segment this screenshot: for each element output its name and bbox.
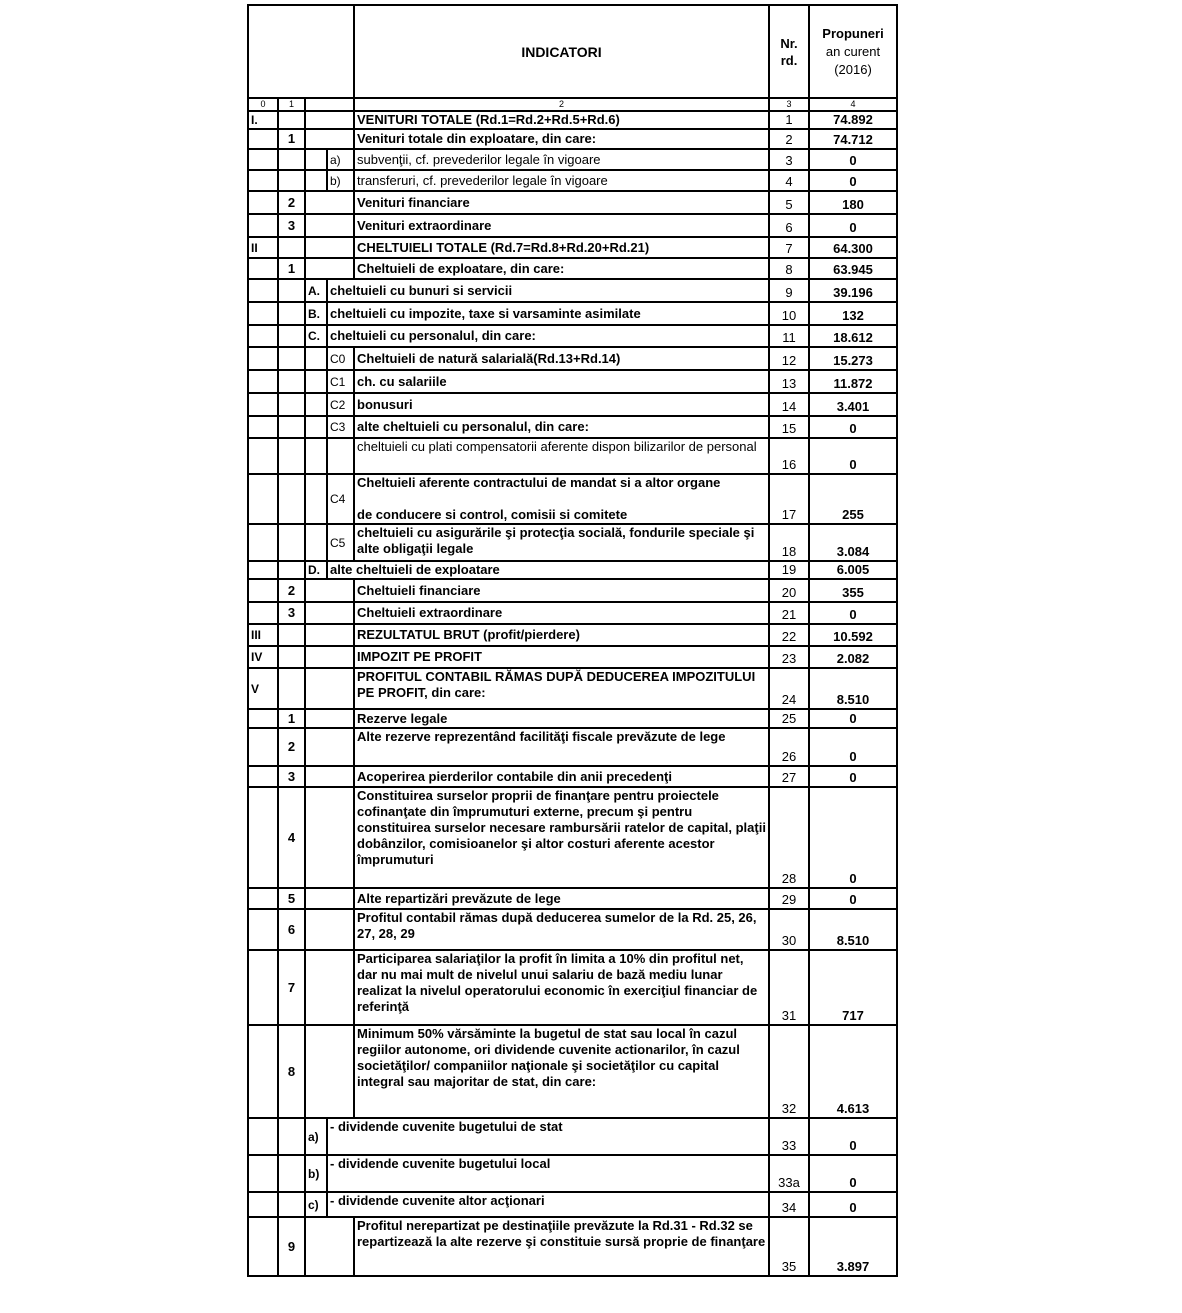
row-number: 21 [769, 602, 809, 624]
sub-code-cell: C5 [327, 524, 354, 561]
col-index-1: 1 [278, 98, 305, 111]
sub-letter-cell: D. [305, 561, 327, 579]
table-row [248, 1155, 897, 1192]
row-number: 22 [769, 624, 809, 646]
proposal-value: 0 [809, 1155, 897, 1192]
section-cell [248, 1217, 278, 1276]
row-number: 35 [769, 1217, 809, 1276]
proposal-value: 63.945 [809, 258, 897, 279]
section-cell [248, 129, 278, 149]
item-number-cell [278, 325, 305, 347]
table-row [248, 237, 897, 258]
table-row [248, 602, 897, 624]
table-row [248, 766, 897, 787]
header-proposals-line3: (2016) [834, 61, 872, 77]
header-row-number: Nr. rd. [769, 5, 809, 98]
item-number-cell [278, 302, 305, 325]
row-number: 17 [769, 474, 809, 524]
item-number-cell: 2 [278, 191, 305, 214]
sub-index-cell [305, 787, 354, 888]
col-index-2: 2 [354, 98, 769, 111]
item-number-cell [278, 111, 305, 129]
proposal-value: 4.613 [809, 1025, 897, 1118]
section-cell [248, 1118, 278, 1155]
proposal-value: 0 [809, 149, 897, 170]
sub-index-cell [305, 474, 327, 524]
proposal-value: 6.005 [809, 561, 897, 579]
sub-index-cell [305, 524, 327, 561]
sub-index-cell [305, 111, 354, 129]
sub-code-cell: b) [327, 170, 354, 191]
table-row [248, 474, 897, 524]
sub-index-cell [305, 1217, 354, 1276]
indicator-label: VENITURI TOTALE (Rd.1=Rd.2+Rd.5+Rd.6) [354, 111, 769, 129]
indicator-label: Minimum 50% vărsăminte la bugetul de stat sau local în cazul regiilor autonome, ori dividende cuvenite actionarilor, în cazul societăţilor/ companiilor naţionale şi societăţilor cu capital integral sau majoritar de stat, din care: [354, 1025, 769, 1118]
column-index-row [248, 98, 897, 111]
section-cell [248, 416, 278, 438]
table-row [248, 416, 897, 438]
table-row [248, 170, 897, 191]
sub-index-cell [305, 237, 354, 258]
table-row [248, 728, 897, 766]
row-number: 34 [769, 1192, 809, 1217]
sub-code-cell: C1 [327, 370, 354, 393]
row-number: 7 [769, 237, 809, 258]
proposal-value: 15.273 [809, 347, 897, 370]
indicator-label: Venituri financiare [354, 191, 769, 214]
row-number: 12 [769, 347, 809, 370]
section-cell [248, 561, 278, 579]
table-row [248, 325, 897, 347]
section-cell [248, 1025, 278, 1118]
row-number: 9 [769, 279, 809, 302]
proposal-value: 0 [809, 170, 897, 191]
row-number: 5 [769, 191, 809, 214]
sub-letter-cell: B. [305, 302, 327, 325]
indicator-label: REZULTATUL BRUT (profit/pierdere) [354, 624, 769, 646]
section-cell [248, 909, 278, 950]
sub-index-cell [305, 416, 327, 438]
section-cell: II [248, 237, 278, 258]
sub-index-cell [305, 888, 354, 909]
section-cell [248, 191, 278, 214]
row-number: 6 [769, 214, 809, 237]
indicator-label: bonusuri [354, 393, 769, 416]
sub-index-cell [305, 129, 354, 149]
sub-index-cell [305, 950, 354, 1025]
indicator-label: Cheltuieli de natură salarială(Rd.13+Rd.14) [354, 347, 769, 370]
proposal-value: 0 [809, 787, 897, 888]
table-row [248, 524, 897, 561]
sub-code-cell: C0 [327, 347, 354, 370]
item-number-cell: 3 [278, 766, 305, 787]
proposal-value: 255 [809, 474, 897, 524]
proposal-value: 74.712 [809, 129, 897, 149]
item-number-cell [278, 416, 305, 438]
item-number-cell [278, 237, 305, 258]
proposal-value: 0 [809, 709, 897, 728]
section-cell [248, 950, 278, 1025]
section-cell [248, 370, 278, 393]
section-cell [248, 302, 278, 325]
item-number-cell: 2 [278, 728, 305, 766]
section-cell: III [248, 624, 278, 646]
table-row [248, 302, 897, 325]
row-number: 26 [769, 728, 809, 766]
indicator-label: Alte repartizări prevăzute de lege [354, 888, 769, 909]
indicator-label: cheltuieli cu bunuri si servicii [327, 279, 769, 302]
header-row [248, 5, 897, 98]
item-number-cell: 1 [278, 258, 305, 279]
sub-index-cell [305, 149, 327, 170]
proposal-value: 8.510 [809, 668, 897, 709]
table-body [248, 111, 897, 1276]
item-number-cell [278, 524, 305, 561]
item-number-cell [278, 279, 305, 302]
sub-code-cell: C2 [327, 393, 354, 416]
row-number: 27 [769, 766, 809, 787]
table-row [248, 909, 897, 950]
indicator-label: Venituri totale din exploatare, din care: [354, 129, 769, 149]
sub-code-cell: C4 [327, 474, 354, 524]
header-proposals-line2: an curent [825, 43, 881, 59]
row-number: 3 [769, 149, 809, 170]
proposal-value: 18.612 [809, 325, 897, 347]
item-number-cell [278, 668, 305, 709]
section-cell: V [248, 668, 278, 709]
section-cell [248, 279, 278, 302]
proposal-value: 132 [809, 302, 897, 325]
sub-index-cell [305, 347, 327, 370]
item-number-cell [278, 624, 305, 646]
sub-index-cell [305, 646, 354, 668]
sub-code-cell [327, 438, 354, 474]
col-index-3: 3 [769, 98, 809, 111]
section-cell [248, 258, 278, 279]
item-number-cell: 4 [278, 787, 305, 888]
proposal-value: 10.592 [809, 624, 897, 646]
indicator-label: IMPOZIT PE PROFIT [354, 646, 769, 668]
sub-letter-cell: C. [305, 325, 327, 347]
proposal-value: 0 [809, 416, 897, 438]
indicator-label: alte cheltuieli cu personalul, din care: [354, 416, 769, 438]
sub-code-cell: C3 [327, 416, 354, 438]
proposal-value: 74.892 [809, 111, 897, 129]
table-row [248, 279, 897, 302]
table-row [248, 214, 897, 237]
row-number: 28 [769, 787, 809, 888]
indicator-label: ch. cu salariile [354, 370, 769, 393]
sub-letter-cell: b) [305, 1155, 327, 1192]
sub-letter-cell: c) [305, 1192, 327, 1217]
item-number-cell [278, 1155, 305, 1192]
sub-index-cell [305, 191, 354, 214]
row-number: 25 [769, 709, 809, 728]
item-number-cell [278, 149, 305, 170]
proposal-value: 0 [809, 766, 897, 787]
proposal-value: 39.196 [809, 279, 897, 302]
proposal-value: 0 [809, 1192, 897, 1217]
indicator-label: cheltuieli cu impozite, taxe si varsaminte asimilate [327, 302, 769, 325]
item-number-cell: 9 [278, 1217, 305, 1276]
sub-index-cell [305, 214, 354, 237]
row-number: 33a [769, 1155, 809, 1192]
table-row [248, 1192, 897, 1217]
section-cell [248, 325, 278, 347]
table-row [248, 129, 897, 149]
row-number: 23 [769, 646, 809, 668]
proposal-value: 0 [809, 1118, 897, 1155]
item-number-cell: 5 [278, 888, 305, 909]
item-number-cell [278, 1192, 305, 1217]
table-row [248, 347, 897, 370]
item-number-cell [278, 438, 305, 474]
row-number: 1 [769, 111, 809, 129]
table-row [248, 1118, 897, 1155]
row-number: 29 [769, 888, 809, 909]
section-cell [248, 766, 278, 787]
section-cell [248, 214, 278, 237]
indicator-label: Alte rezerve reprezentând facilităţi fiscale prevăzute de lege [354, 728, 769, 766]
sub-index-cell [305, 624, 354, 646]
proposal-value: 2.082 [809, 646, 897, 668]
row-number: 24 [769, 668, 809, 709]
indicator-label: PROFITUL CONTABIL RĂMAS DUPĂ DEDUCEREA IMPOZITULUI PE PROFIT, din care: [354, 668, 769, 709]
proposal-value: 3.401 [809, 393, 897, 416]
item-number-cell [278, 370, 305, 393]
item-number-cell: 3 [278, 214, 305, 237]
item-number-cell: 1 [278, 709, 305, 728]
indicator-label: transferuri, cf. prevederilor legale în vigoare [354, 170, 769, 191]
item-number-cell: 3 [278, 602, 305, 624]
budget-indicators-sheet [247, 4, 896, 1308]
item-number-cell: 8 [278, 1025, 305, 1118]
table-row [248, 258, 897, 279]
indicator-label: Cheltuieli aferente contractului de mandat si a altor organe de conducere si control, comisii si comitete [354, 474, 769, 524]
indicator-label: Cheltuieli de exploatare, din care: [354, 258, 769, 279]
indicator-label: Acoperirea pierderilor contabile din anii precedenţi [354, 766, 769, 787]
indicator-label: Rezerve legale [354, 709, 769, 728]
item-number-cell [278, 561, 305, 579]
row-number: 32 [769, 1025, 809, 1118]
indicator-label: Profitul nerepartizat pe destinaţiile prevăzute la Rd.31 - Rd.32 se repartizează la alte rezerve şi constituie sursă proprie de finanţare [354, 1217, 769, 1276]
indicator-label: Cheltuieli extraordinare [354, 602, 769, 624]
sub-index-cell [305, 602, 354, 624]
item-number-cell [278, 474, 305, 524]
sub-index-cell [305, 709, 354, 728]
table-row [248, 624, 897, 646]
header-proposals [809, 5, 897, 98]
table-row [248, 370, 897, 393]
item-number-cell [278, 393, 305, 416]
col-index-4: 4 [809, 98, 897, 111]
sub-letter-cell: A. [305, 279, 327, 302]
sub-index-cell [305, 909, 354, 950]
item-number-cell [278, 1118, 305, 1155]
row-number: 13 [769, 370, 809, 393]
indicator-label: Profitul contabil rămas după deducerea sumelor de la Rd. 25, 26, 27, 28, 29 [354, 909, 769, 950]
col-index-blank [305, 98, 354, 111]
section-cell [248, 347, 278, 370]
table-row [248, 888, 897, 909]
row-number: 15 [769, 416, 809, 438]
indicator-label: cheltuieli cu asigurările şi protecţia socială, fondurile speciale şi alte obligaţii legale [354, 524, 769, 561]
sub-index-cell [305, 728, 354, 766]
indicator-label: subvenţii, cf. prevederilor legale în vigoare [354, 149, 769, 170]
section-cell [248, 1192, 278, 1217]
row-number: 33 [769, 1118, 809, 1155]
section-cell [248, 474, 278, 524]
item-number-cell: 7 [278, 950, 305, 1025]
section-cell [248, 888, 278, 909]
proposal-value: 0 [809, 214, 897, 237]
proposal-value: 3.084 [809, 524, 897, 561]
table-row [248, 438, 897, 474]
header-indicators: INDICATORI [354, 5, 769, 98]
item-number-cell: 6 [278, 909, 305, 950]
indicator-label: alte cheltuieli de exploatare [327, 561, 769, 579]
table-row [248, 191, 897, 214]
indicator-label: - dividende cuvenite altor acţionari [327, 1192, 769, 1217]
row-number: 18 [769, 524, 809, 561]
sub-index-cell [305, 370, 327, 393]
header-blank-cell [248, 5, 354, 98]
table-row [248, 787, 897, 888]
sub-index-cell [305, 766, 354, 787]
item-number-cell [278, 347, 305, 370]
proposal-value: 180 [809, 191, 897, 214]
indicator-label: CHELTUIELI TOTALE (Rd.7=Rd.8+Rd.20+Rd.21) [354, 237, 769, 258]
proposal-value: 3.897 [809, 1217, 897, 1276]
item-number-cell: 2 [278, 579, 305, 602]
section-cell [248, 524, 278, 561]
col-index-0: 0 [248, 98, 278, 111]
item-number-cell: 1 [278, 129, 305, 149]
indicator-label: Cheltuieli financiare [354, 579, 769, 602]
section-cell [248, 787, 278, 888]
sub-index-cell [305, 1025, 354, 1118]
proposal-value: 355 [809, 579, 897, 602]
row-number: 19 [769, 561, 809, 579]
row-number: 8 [769, 258, 809, 279]
row-number: 16 [769, 438, 809, 474]
table-row [248, 668, 897, 709]
section-cell: I. [248, 111, 278, 129]
sub-letter-cell: a) [305, 1118, 327, 1155]
table-row [248, 1025, 897, 1118]
table-row [248, 561, 897, 579]
row-number: 30 [769, 909, 809, 950]
section-cell [248, 602, 278, 624]
sub-index-cell [305, 438, 327, 474]
proposal-value: 0 [809, 888, 897, 909]
indicator-label: - dividende cuvenite bugetului de stat [327, 1118, 769, 1155]
section-cell [248, 579, 278, 602]
row-number: 20 [769, 579, 809, 602]
section-cell: IV [248, 646, 278, 668]
proposal-value: 0 [809, 438, 897, 474]
section-cell [248, 728, 278, 766]
table-row [248, 709, 897, 728]
section-cell [248, 149, 278, 170]
indicator-label: - dividende cuvenite bugetului local [327, 1155, 769, 1192]
item-number-cell [278, 170, 305, 191]
indicator-label: Participarea salariaţilor la profit în limita a 10% din profitul net, dar nu mai mult de nivelul unui salariu de bază mediu lunar realizat la nivelul operatorului economic în exerciţiul financiar de referinţă [354, 950, 769, 1025]
proposal-value: 8.510 [809, 909, 897, 950]
sub-index-cell [305, 170, 327, 191]
table-row [248, 1217, 897, 1276]
item-number-cell [278, 646, 305, 668]
indicator-label: cheltuieli cu plati compensatorii aferente dispon bilizarilor de personal [354, 438, 769, 474]
section-cell [248, 170, 278, 191]
section-cell [248, 438, 278, 474]
row-number: 31 [769, 950, 809, 1025]
row-number: 11 [769, 325, 809, 347]
sub-index-cell [305, 258, 354, 279]
indicator-label: cheltuieli cu personalul, din care: [327, 325, 769, 347]
indicators-table [247, 4, 898, 1277]
section-cell [248, 1155, 278, 1192]
row-number: 4 [769, 170, 809, 191]
proposal-value: 64.300 [809, 237, 897, 258]
section-cell [248, 393, 278, 416]
proposal-value: 0 [809, 728, 897, 766]
table-row [248, 393, 897, 416]
indicator-label: Venituri extraordinare [354, 214, 769, 237]
sub-code-cell: a) [327, 149, 354, 170]
indicator-label: Constituirea surselor proprii de finanţare pentru proiectele cofinanţate din împrumuturi externe, precum şi pentru constituirea surselor necesare rambursării ratelor de capital, plaţii dobânzilor, comisioanelor şi altor costuri aferente acestor împrumuturi [354, 787, 769, 888]
sub-index-cell [305, 393, 327, 416]
table-row [248, 111, 897, 129]
table-row [248, 149, 897, 170]
table-row [248, 646, 897, 668]
table-row [248, 950, 897, 1025]
table-row [248, 579, 897, 602]
proposal-value: 0 [809, 602, 897, 624]
proposal-value: 717 [809, 950, 897, 1025]
row-number: 2 [769, 129, 809, 149]
sub-index-cell [305, 579, 354, 602]
section-cell [248, 709, 278, 728]
header-proposals-line1: Propuneri [822, 25, 884, 41]
proposal-value: 11.872 [809, 370, 897, 393]
row-number: 10 [769, 302, 809, 325]
sub-index-cell [305, 668, 354, 709]
row-number: 14 [769, 393, 809, 416]
